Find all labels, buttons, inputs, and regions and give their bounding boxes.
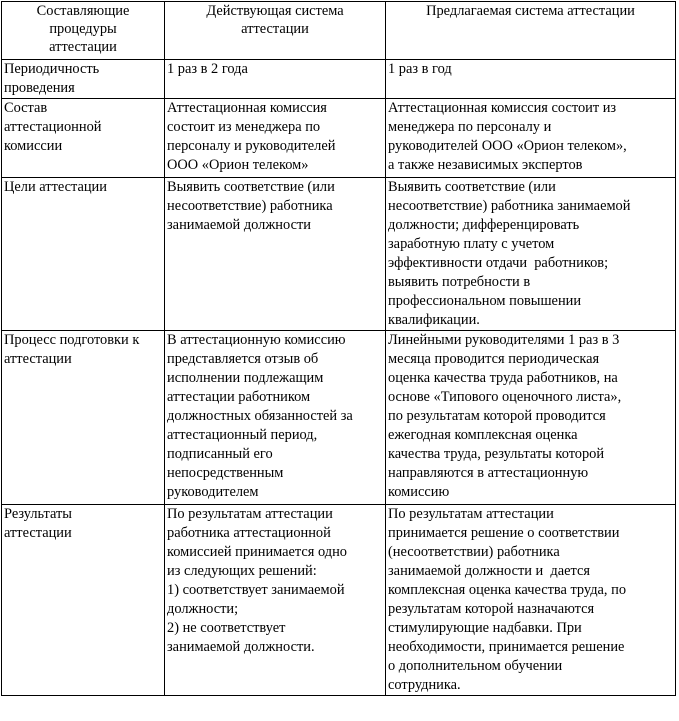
proposed-system-text: Аттестационная комиссия состоит из менеджера по персоналу и руководителей ООО «Орион телеком», а также независимых экспертов [388, 100, 627, 173]
table-row [2, 178, 676, 331]
proposed-system-text: Выявить соответствие (или несоответствие) работника занимаемой должности; дифференцировать заработную плату с учетом эффективности отдачи работников; выявить потребности в профессиональном повышении квалификации. [388, 179, 631, 328]
header-cell-components [2, 2, 165, 60]
row-label-cell [2, 178, 165, 331]
row-label-cell [2, 331, 165, 505]
row-label: Результаты аттестации [4, 506, 72, 541]
header-cell-proposed [386, 2, 676, 60]
current-system-cell [165, 178, 386, 331]
current-system-cell [165, 99, 386, 178]
row-label-cell [2, 60, 165, 99]
current-system-text: По результатам аттестации работника аттестационной комиссией принимается одно из следующих решений: 1) соответствует занимаемой должности; 2) не соответствует занимаемой должности. [167, 506, 348, 655]
row-label: Периодичность проведения [4, 61, 100, 96]
row-label: Цели аттестации [4, 179, 107, 195]
table-header-row [2, 2, 676, 60]
attestation-comparison-table [1, 1, 676, 696]
header-components-label: Составляющие процедуры аттестации [36, 3, 130, 55]
proposed-system-cell [386, 331, 676, 505]
proposed-system-text: Линейными руководителями 1 раз в 3 месяца проводится периодическая оценка качества труда работников, на основе «Типового оценочного листа», по результатам которой проводится ежегодная комплексная оценка качества труда, результаты которой направляются в аттестационную комиссию [388, 332, 622, 500]
row-label: Состав аттестационной комиссии [4, 100, 102, 154]
proposed-system-text: 1 раз в год [388, 61, 452, 77]
current-system-text: Аттестационная комиссия состоит из менеджера по персоналу и руководителей ООО «Орион телеком» [167, 100, 336, 173]
proposed-system-text: По результатам аттестации принимается решение о соответствии (несоответствии) работника занимаемой должности и дается комплексная оценка качества труда, по результатам которой назначаются стимулирующие надбавки. При необходимости, принимается решение о дополнительном обучении сотрудника. [388, 506, 627, 693]
current-system-text: 1 раз в 2 года [167, 61, 248, 77]
current-system-text: Выявить соответствие (или несоответствие) работника занимаемой должности [167, 179, 335, 233]
table-row [2, 99, 676, 178]
current-system-cell [165, 505, 386, 696]
row-label: Процесс подготовки к аттестации [4, 332, 140, 367]
proposed-system-cell [386, 178, 676, 331]
table-row [2, 505, 676, 696]
proposed-system-cell [386, 60, 676, 99]
header-current-label: Действующая система аттестации [206, 3, 344, 37]
proposed-system-cell [386, 99, 676, 178]
current-system-text: В аттестационную комиссию представляется отзыв об исполнении подлежащим аттестации работником должностных обязанностей за аттестационный период, подписанный его непосредственным руководителем [167, 332, 353, 500]
current-system-cell [165, 331, 386, 505]
current-system-cell [165, 60, 386, 99]
header-proposed-label: Предлагаемая система аттестации [426, 3, 635, 19]
row-label-cell [2, 505, 165, 696]
header-cell-current [165, 2, 386, 60]
row-label-cell [2, 99, 165, 178]
table-row [2, 60, 676, 99]
table-row [2, 331, 676, 505]
proposed-system-cell [386, 505, 676, 696]
